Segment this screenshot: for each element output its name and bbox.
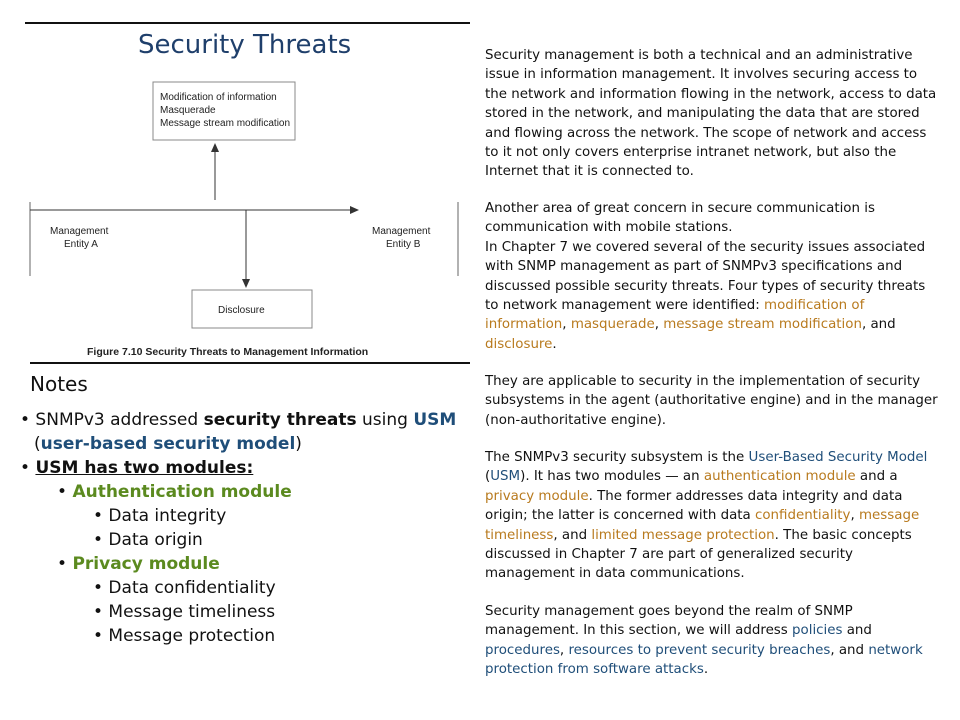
threat-label: Masquerade: [160, 105, 216, 116]
paragraph-1: Security management is both a technical and an administrative issue in information management. It involves securing access to the network and information flowing in the network, access to data stored in the network, and manipulating the data that are stored and flowing across the network. The scope of network and access to it not only covers enterprise intranet network, but also the Internet that it is connected to.: [485, 48, 937, 180]
paragraph-5: Security management goes beyond the realm of SNMP management. In this section, we will address policies and procedures, resources to prevent security breaches, and network protection from software attacks.: [485, 604, 923, 678]
threat-label: Message stream modification: [160, 118, 291, 129]
note-bullet-1-cont: (user-based security model): [34, 434, 302, 454]
note-auth-item: • Data integrity: [93, 506, 227, 526]
mid-rule: [30, 362, 470, 364]
note-priv-module: • Privacy module: [57, 554, 220, 574]
paragraph-4: The SNMPv3 security subsystem is the User-Based Security Model (USM). It has two modules — an authentication module and a privacy module. The former addresses data integrity and data origin; the latter is concerned with data confidentiality, message timeliness, and limited message protection. The basic concepts discussed in Chapter 7 are part of generalized security management in data communications.: [485, 450, 928, 582]
arrow-down-icon: [242, 279, 250, 288]
paragraph-3: They are applicable to security in the implementation of security subsystems in the agent (authoritative engine) and in the manager (non-authoritative engine).: [485, 374, 938, 428]
threat-label: Modification of information: [160, 92, 277, 103]
entity-a-label: Management: [50, 226, 109, 237]
disclosure-label: Disclosure: [218, 305, 265, 316]
arrow-right-icon: [350, 206, 359, 214]
note-bullet-2: • USM has two modules:: [20, 458, 254, 478]
security-threats-figure: [20, 70, 470, 365]
arrow-up-icon: [211, 143, 219, 152]
note-bullet-1: • SNMPv3 addressed security threats using USM: [20, 410, 457, 430]
page-title: Security Threats: [138, 30, 352, 60]
note-auth-module: • Authentication module: [57, 482, 292, 502]
top-rule: [25, 22, 470, 24]
entity-b-label: Management: [372, 226, 431, 237]
paragraph-2: Another area of great concern in secure communication is communication with mobile stations. In Chapter 7 we covered several of the security issues associated with SNMP management as part of SNMPv3 specifications and discussed possible security threats. Four types of security threats to network management were identified: modification of information, masquerade, message stream modification, and disclosure.: [485, 201, 926, 352]
notes-heading: Notes: [30, 372, 88, 396]
note-priv-item: • Message timeliness: [93, 602, 276, 622]
entity-a-label: Entity A: [64, 239, 98, 250]
note-priv-item: • Data confidentiality: [93, 578, 276, 598]
entity-b-label: Entity B: [386, 239, 421, 250]
figure-caption: Figure 7.10 Security Threats to Management Information: [87, 346, 369, 358]
note-auth-item: • Data origin: [93, 530, 203, 550]
note-priv-item: • Message protection: [93, 626, 276, 646]
notes-list: [20, 408, 456, 648]
